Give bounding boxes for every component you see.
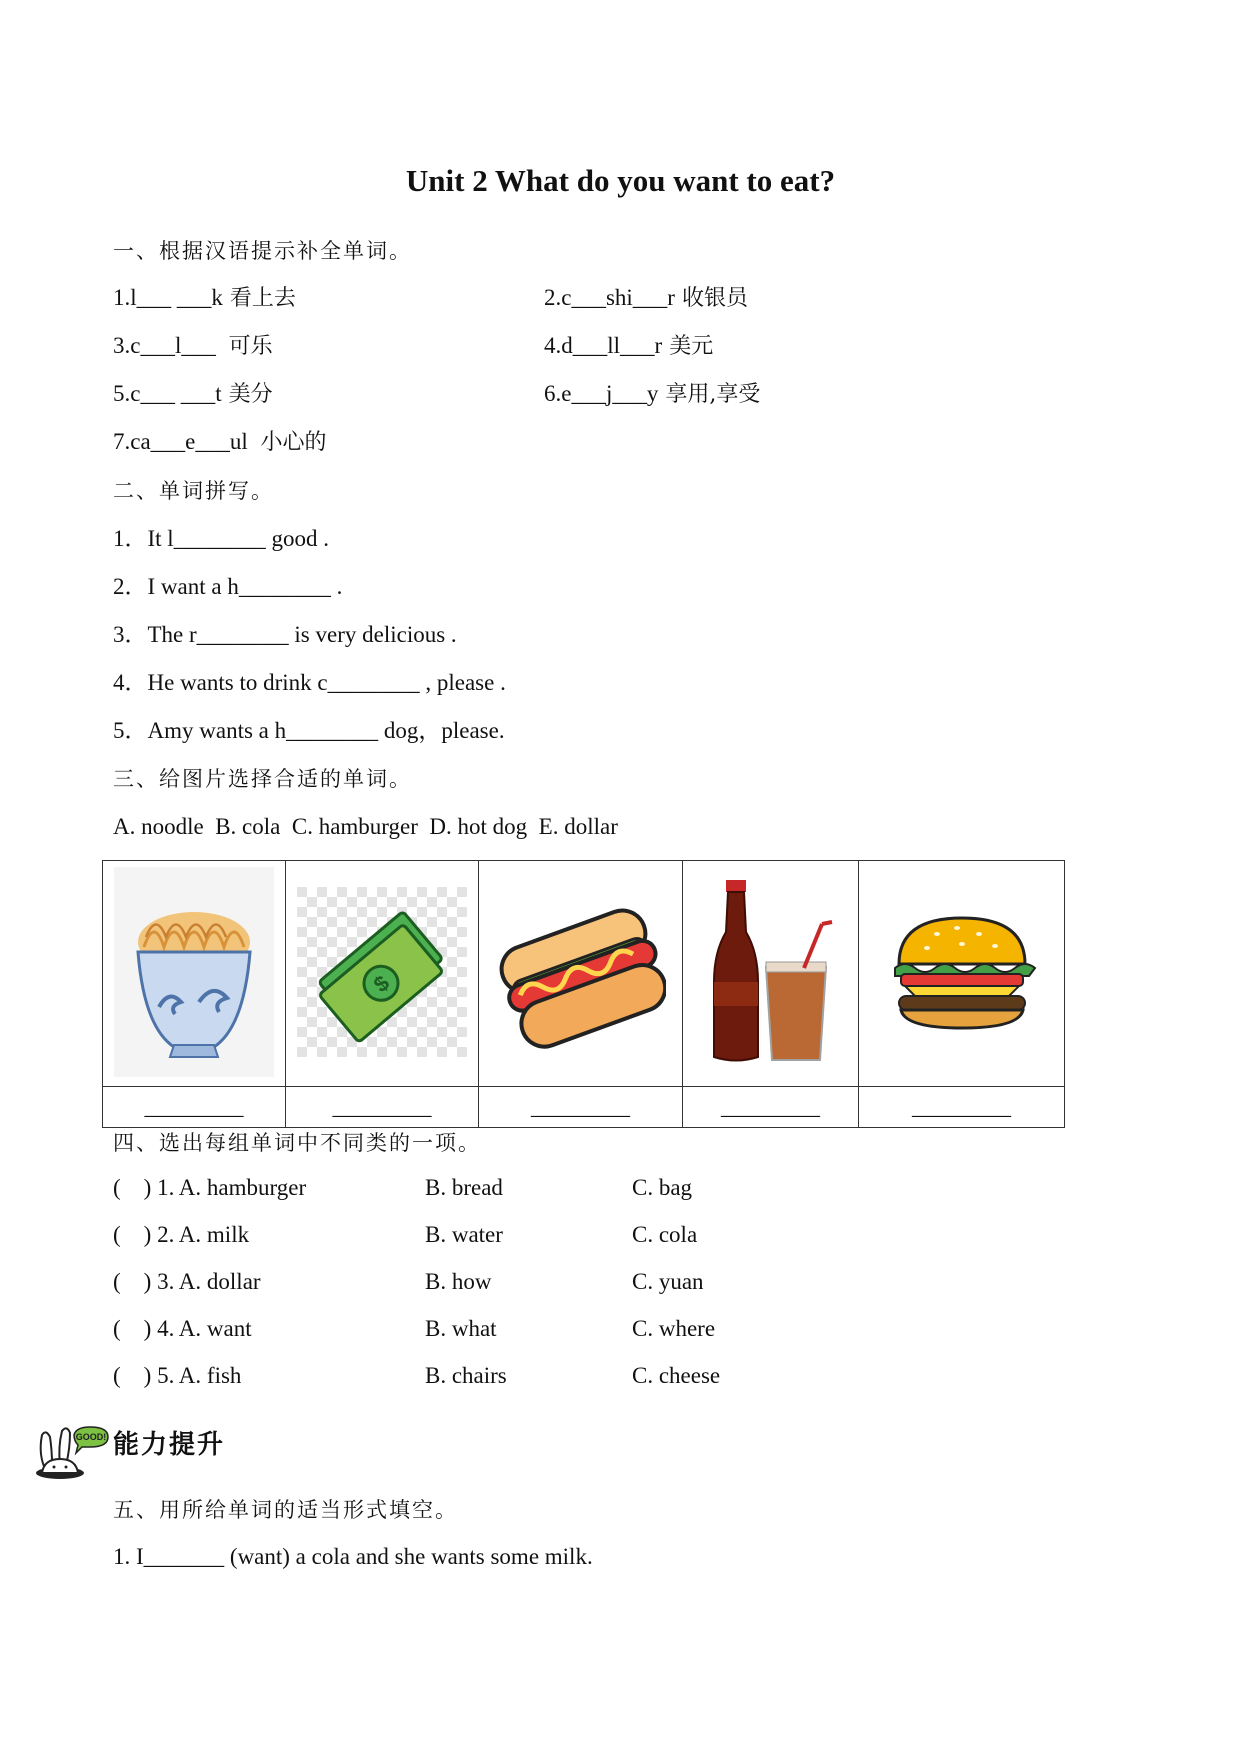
- s1-item-1: 1.l___ ___k 看上去: [113, 285, 296, 311]
- s3-options: A. noodle B. cola C. hamburger D. hot dog E. dollar: [113, 814, 618, 839]
- s1-item-3: 3.c___l___ 可乐: [113, 333, 273, 359]
- s4-item-3-b: B. how: [425, 1269, 492, 1294]
- s5-item-1: 1. I_______ (want) a cola and she wants some milk.: [113, 1544, 593, 1569]
- picture-cell-3: [479, 861, 683, 1087]
- svg-text:$: $: [368, 969, 395, 997]
- picture-cell-2: [286, 861, 479, 1087]
- section2-heading: 二、单词拼写。: [113, 479, 274, 503]
- dollar-bills-icon: [297, 887, 467, 1057]
- s4-item-1-b: B. bread: [425, 1175, 503, 1200]
- s4-item-2-c: C. cola: [632, 1222, 698, 1247]
- s1-item-7: 7.ca___e___ul 小心的: [113, 429, 327, 455]
- s2-item-3: 3．The r________ is very delicious .: [113, 622, 457, 647]
- picture-cell-5: [859, 861, 1065, 1087]
- s4-item-4-a: ( ) 4. A. want: [113, 1316, 252, 1341]
- cola-icon: [696, 872, 846, 1072]
- s4-item-2-a: ( ) 2. A. milk: [113, 1222, 250, 1247]
- page-title: Unit 2 What do you want to eat?: [405, 163, 836, 198]
- answer-blank-1[interactable]: _________: [103, 1087, 286, 1128]
- section1-heading: 一、根据汉语提示补全单词。: [113, 239, 412, 263]
- picture-cell-1: [103, 861, 286, 1087]
- s4-item-4-b: B. what: [425, 1316, 497, 1341]
- s1-item-5: 5.c___ ___t 美分: [113, 381, 273, 407]
- s4-item-3-a: ( ) 3. A. dollar: [113, 1269, 261, 1294]
- s2-item-4: 4．He wants to drink c________ , please .: [113, 670, 506, 695]
- ability-heading: 能力提升: [113, 1430, 226, 1460]
- answer-blank-2[interactable]: _________: [286, 1087, 479, 1128]
- answer-blank-5[interactable]: _________: [859, 1087, 1065, 1128]
- s4-item-5-b: B. chairs: [425, 1363, 507, 1388]
- s1-item-4: 4.d___ll___r 美元: [544, 333, 714, 359]
- section5-heading: 五、用所给单词的适当形式填空。: [113, 1498, 458, 1522]
- s1-item-6: 6.e___j___y 享用,享受: [544, 381, 761, 407]
- bunny-good-icon: [34, 1425, 110, 1481]
- s2-item-5: 5．Amy wants a h________ dog，please.: [113, 718, 505, 743]
- picture-table: [102, 860, 1065, 1128]
- answer-blank-4[interactable]: _________: [683, 1087, 859, 1128]
- picture-cell-4: [683, 861, 859, 1087]
- section4-heading: 四、选出每组单词中不同类的一项。: [113, 1131, 481, 1155]
- s4-item-1-a: ( ) 1. A. hamburger: [113, 1175, 307, 1200]
- answer-blank-3[interactable]: _________: [479, 1087, 683, 1128]
- s4-item-5-c: C. cheese: [632, 1363, 721, 1388]
- hot-dog-icon: [496, 887, 666, 1057]
- s4-item-4-c: C. where: [632, 1316, 716, 1341]
- hamburger-icon: [887, 912, 1037, 1032]
- noodle-bowl-icon: [114, 867, 274, 1077]
- s4-item-1-c: C. bag: [632, 1175, 693, 1200]
- s1-item-2: 2.c___shi___r 收银员: [544, 285, 748, 311]
- badge-text: GOOD!: [75, 1432, 107, 1442]
- s4-item-5-a: ( ) 5. A. fish: [113, 1363, 242, 1388]
- s4-item-3-c: C. yuan: [632, 1269, 704, 1294]
- section3-heading: 三、给图片选择合适的单词。: [113, 767, 412, 791]
- s2-item-1: 1．It l________ good .: [113, 526, 329, 551]
- s2-item-2: 2．I want a h________ .: [113, 574, 343, 599]
- s4-item-2-b: B. water: [425, 1222, 503, 1247]
